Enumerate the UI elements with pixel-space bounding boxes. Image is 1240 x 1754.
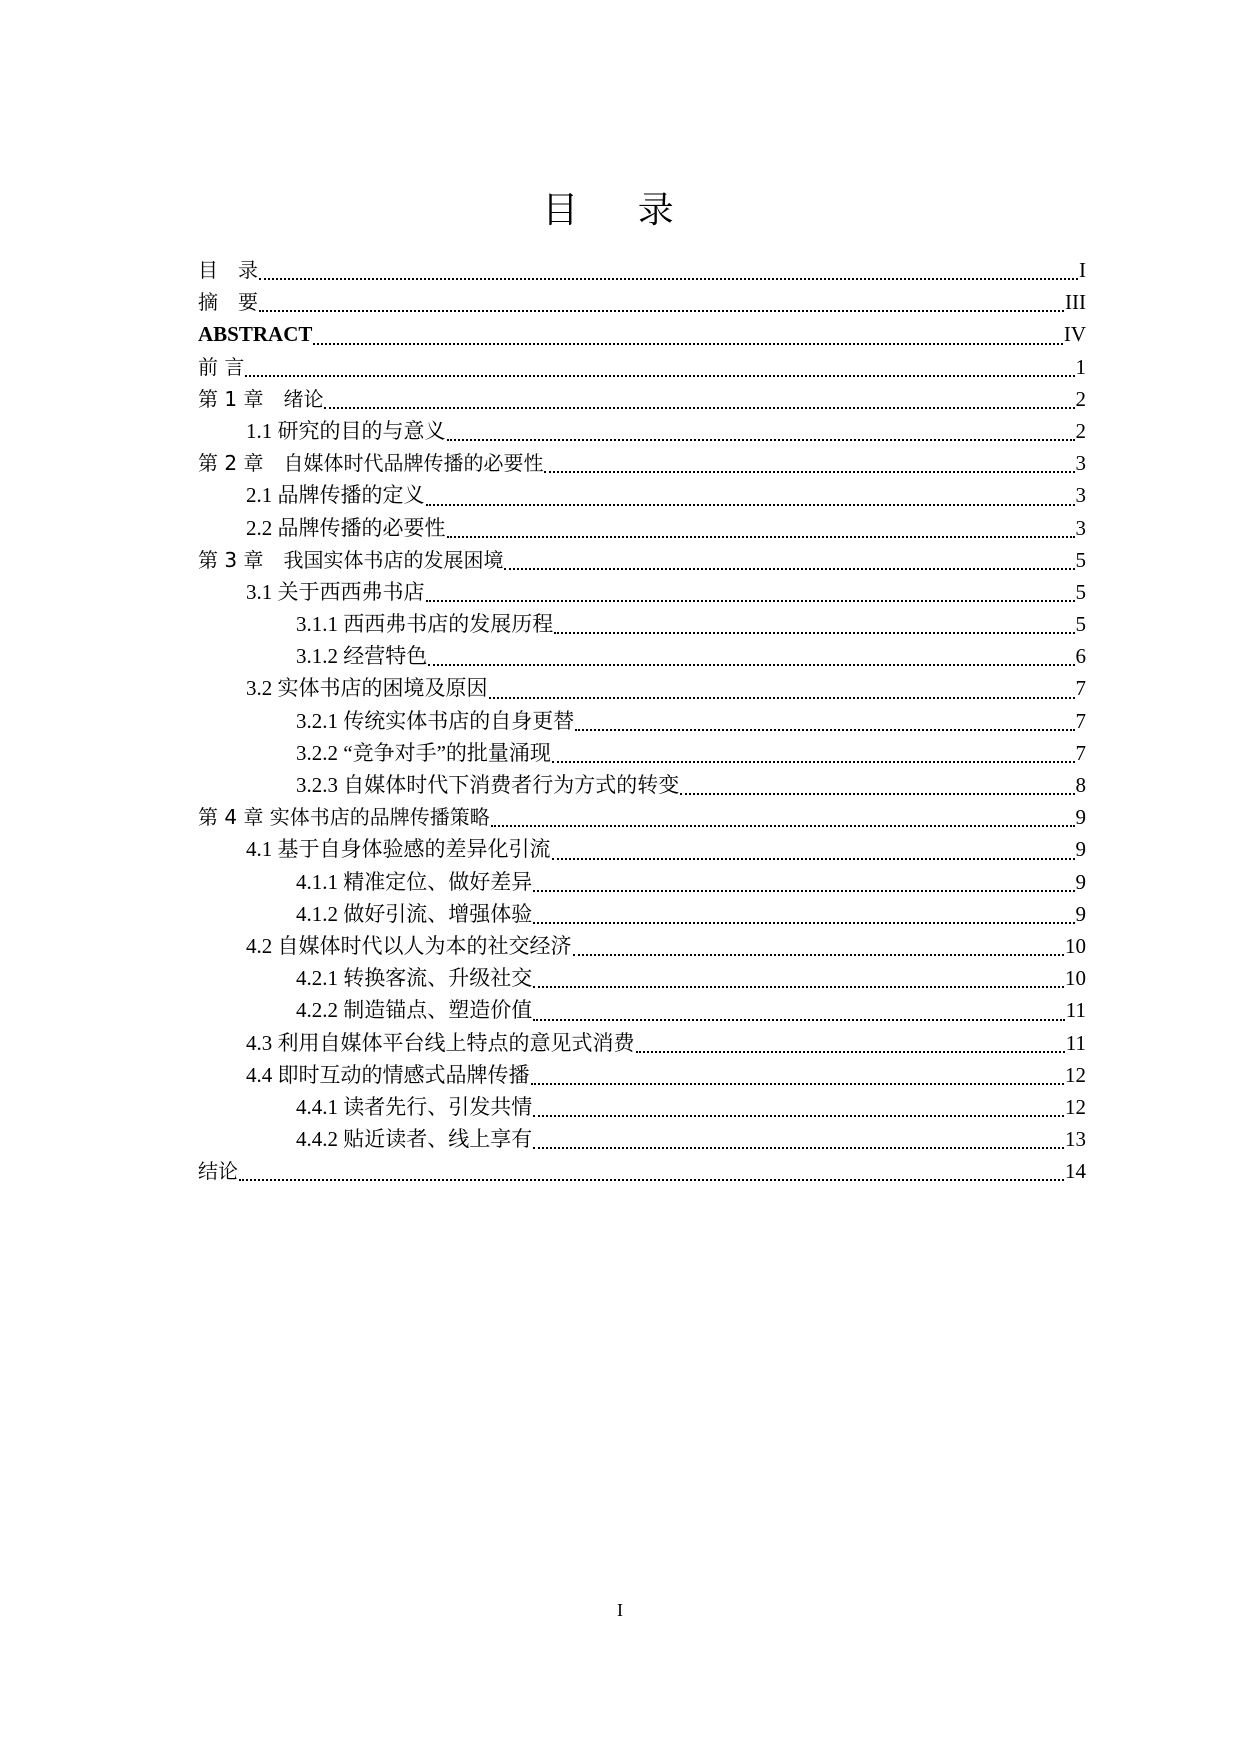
toc-entry[interactable] [198, 447, 1086, 479]
toc-entry-page: 3 [1075, 515, 1086, 540]
toc-entry-page: 12 [1065, 1094, 1086, 1119]
toc-entry[interactable] [198, 318, 1086, 350]
toc-entry-label: 第 2 章 自媒体时代品牌传播的必要性 [198, 451, 544, 476]
toc-entry-label: 3.2.3 自媒体时代下消费者行为方式的转变 [296, 773, 680, 797]
dot-leader [324, 407, 1074, 409]
toc-entry[interactable] [198, 576, 1086, 608]
toc-entry-page: 12 [1065, 1062, 1086, 1087]
toc-entry-page: 3 [1075, 483, 1086, 508]
toc-entry-label: 3.2 实体书店的困境及原因 [246, 676, 488, 701]
toc-entry-label: 第 3 章 我国实体书店的发展困境 [198, 547, 504, 572]
toc-entry[interactable] [198, 737, 1086, 769]
toc-entry[interactable] [198, 1155, 1086, 1187]
toc-entry-label: 4.1.2 做好引流、增强体验 [296, 901, 533, 926]
dot-leader [575, 729, 1074, 731]
toc-entry-page: 7 [1075, 708, 1086, 733]
toc-entry-page: 8 [1075, 773, 1086, 797]
dot-leader [239, 1179, 1064, 1181]
toc-entry-page: 2 [1075, 418, 1086, 443]
toc-entry-label: 4.1 基于自身体验感的差异化引流 [246, 837, 551, 862]
toc-entry-page: 9 [1075, 805, 1086, 830]
dot-leader [491, 825, 1075, 827]
dot-leader [504, 568, 1074, 570]
toc-entry[interactable] [198, 415, 1086, 447]
toc-entry[interactable] [198, 351, 1086, 383]
dot-leader [447, 536, 1075, 538]
toc-entry-label: 前 言 [198, 354, 245, 379]
toc-entry-page: 9 [1075, 869, 1086, 894]
toc-entry-label: 3.1.2 经营特色 [296, 644, 428, 669]
page-title: 目 录 [542, 190, 698, 231]
toc-entry[interactable] [198, 930, 1086, 962]
toc-entry[interactable] [198, 769, 1086, 801]
dot-leader [489, 697, 1075, 699]
dot-leader [313, 343, 1062, 345]
toc-entry-page: 14 [1065, 1159, 1086, 1184]
dot-leader [533, 1115, 1064, 1117]
toc-entry-label: 3.2.1 传统实体书店的自身更替 [296, 708, 575, 733]
toc-entry-label: 4.4.1 读者先行、引发共情 [296, 1094, 533, 1119]
toc-entry-page: 9 [1075, 901, 1086, 926]
toc-entry[interactable] [198, 544, 1086, 576]
toc-entry-label: 第 4 章 实体书店的品牌传播策略 [198, 805, 490, 830]
toc-entry[interactable] [198, 833, 1086, 865]
toc-entry-page: 7 [1075, 676, 1086, 701]
toc-entry[interactable] [198, 479, 1086, 511]
toc-entry-page: 10 [1065, 966, 1086, 991]
dot-leader [447, 439, 1075, 441]
toc-entry-label: 4.4.2 贴近读者、线上享有 [296, 1127, 533, 1152]
toc-entry[interactable] [198, 640, 1086, 672]
dot-leader [426, 600, 1075, 602]
toc-entry[interactable] [198, 383, 1086, 415]
toc-entry-page: I [1079, 258, 1086, 282]
toc-entry-page: 2 [1075, 386, 1086, 411]
toc-entry-label: 3.2.2 “竞争对手”的批量涌现 [296, 740, 551, 765]
toc-entry[interactable] [198, 898, 1086, 930]
toc-entry[interactable] [198, 512, 1086, 544]
toc-entry-label: 2.2 品牌传播的必要性 [246, 515, 446, 540]
dot-leader [573, 954, 1065, 956]
toc-entry[interactable] [198, 994, 1086, 1026]
dot-leader [531, 1083, 1065, 1085]
toc-entry[interactable] [198, 705, 1086, 737]
dot-leader [680, 793, 1074, 795]
dot-leader [636, 1051, 1065, 1053]
toc-entry-label: 目 录 [198, 258, 258, 282]
dot-leader [554, 632, 1074, 634]
toc-entry-page: 3 [1075, 451, 1086, 476]
toc-entry-label: 4.1.1 精准定位、做好差异 [296, 869, 533, 894]
toc-entry-page: IV [1063, 322, 1086, 347]
toc-entry-label: 1.1 研究的目的与意义 [246, 418, 446, 443]
toc-entry[interactable] [198, 608, 1086, 640]
toc-entry-page: 1 [1075, 354, 1086, 379]
toc-entry-label: 结论 [198, 1159, 238, 1184]
dot-leader [533, 1147, 1064, 1149]
toc-entry-page: 9 [1075, 837, 1086, 862]
dot-leader [428, 664, 1074, 666]
toc-entry[interactable] [198, 254, 1086, 286]
toc-entry-page: 6 [1075, 644, 1086, 669]
toc-entry[interactable] [198, 1091, 1086, 1123]
dot-leader [259, 310, 1064, 312]
toc-entry-label: ABSTRACT [198, 322, 313, 347]
toc-entry-label: 3.1 关于西西弗书店 [246, 579, 425, 604]
toc-entry-label: 4.2.2 制造锚点、塑造价值 [296, 998, 533, 1023]
toc-entry-label: 2.1 品牌传播的定义 [246, 483, 425, 508]
toc-entry[interactable] [198, 1123, 1086, 1155]
toc-entry-page: III [1065, 290, 1086, 315]
toc-entry-page: 5 [1075, 579, 1086, 604]
toc-entry-label: 4.2.1 转换客流、升级社交 [296, 966, 533, 991]
toc-entry-page: 7 [1075, 740, 1086, 765]
dot-leader [552, 761, 1075, 763]
toc-entry[interactable] [198, 866, 1086, 898]
toc-entry[interactable] [198, 962, 1086, 994]
toc-entry-label: 第 1 章 绪论 [198, 386, 324, 411]
table-of-contents [198, 254, 1086, 1187]
dot-leader [533, 986, 1064, 988]
toc-entry[interactable] [198, 286, 1086, 318]
toc-entry-label: 4.3 利用自媒体平台线上特点的意见式消费 [246, 1030, 635, 1055]
toc-entry-page: 10 [1065, 933, 1086, 958]
toc-entry[interactable] [198, 801, 1086, 833]
toc-entry-label: 3.1.1 西西弗书店的发展历程 [296, 612, 554, 637]
toc-entry-page: 11 [1065, 998, 1086, 1023]
toc-entry-label: 4.2 自媒体时代以人为本的社交经济 [246, 933, 572, 958]
toc-entry-page: 13 [1065, 1127, 1086, 1152]
toc-entry[interactable] [198, 672, 1086, 704]
dot-leader [259, 278, 1078, 280]
dot-leader [426, 504, 1075, 506]
dot-leader [533, 1019, 1065, 1021]
toc-entry-page: 5 [1075, 612, 1086, 637]
toc-entry-label: 4.4 即时互动的情感式品牌传播 [246, 1062, 530, 1087]
dot-leader [533, 922, 1074, 924]
toc-entry[interactable] [198, 1027, 1086, 1059]
toc-entry-page: 5 [1075, 547, 1086, 572]
page-number: I [617, 1600, 623, 1620]
toc-entry[interactable] [198, 1059, 1086, 1091]
toc-entry-page: 11 [1065, 1030, 1086, 1055]
dot-leader [544, 471, 1074, 473]
dot-leader [533, 890, 1074, 892]
dot-leader [552, 858, 1075, 860]
toc-entry-label: 摘 要 [198, 290, 258, 315]
dot-leader [245, 375, 1074, 377]
